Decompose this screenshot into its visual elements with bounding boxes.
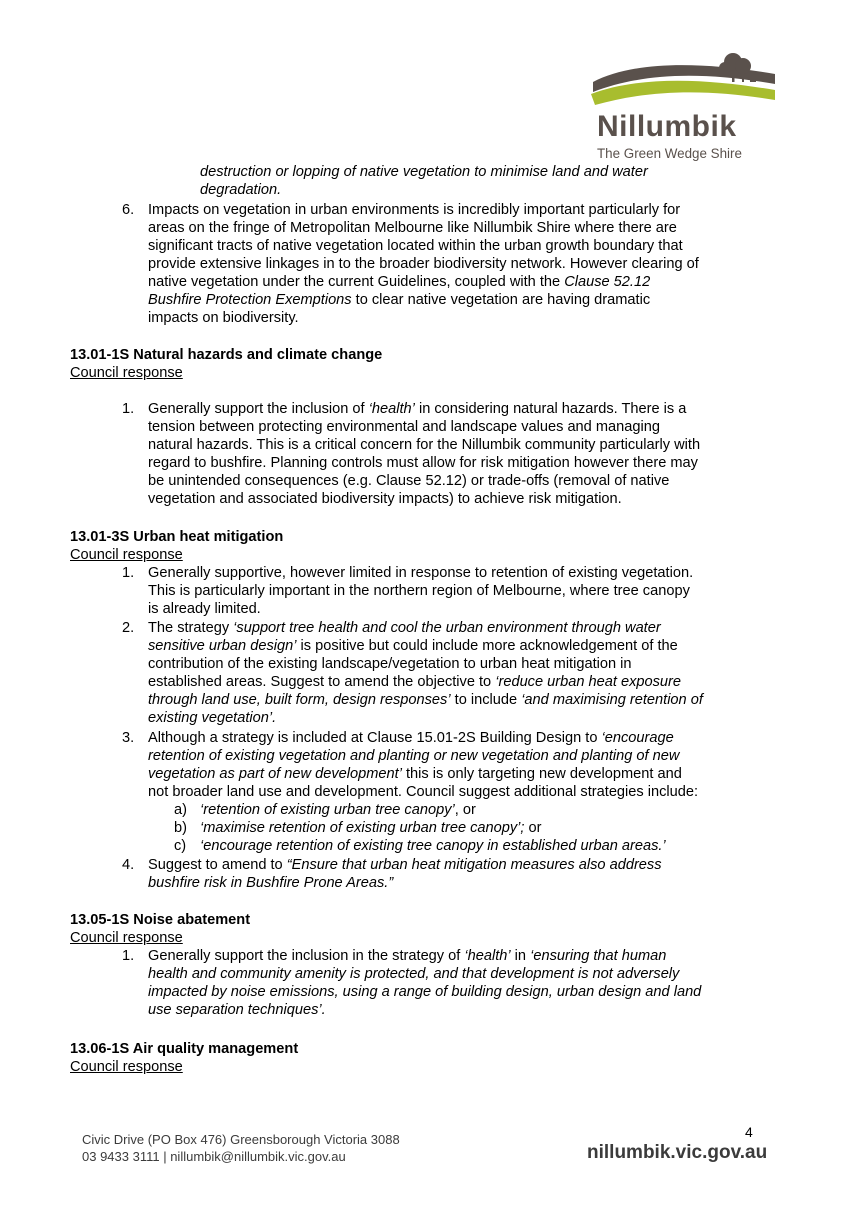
section-heading: 13.06-1S Air quality management <box>70 1041 299 1057</box>
section-heading: 13.01-1S Natural hazards and climate change <box>70 347 383 363</box>
paragraph-line: Generally supportive, however limited in response to retention of existing vegetation. <box>148 565 694 581</box>
paragraph-line: Generally support the inclusion in the strategy of ‘health’ in ‘ensuring that human <box>148 948 667 964</box>
paragraph-line: areas on the fringe of Metropolitan Melbourne like Nillumbik Shire where there are <box>148 220 677 236</box>
list-number: 1. <box>122 401 135 417</box>
paragraph-line: vegetation and associated biodiversity impacts) to achieve risk mitigation. <box>148 491 622 507</box>
paragraph-line: natural hazards. This is a critical concern for the Nillumbik community particularly with <box>148 437 701 453</box>
paragraph-line: Although a strategy is included at Clause 15.01-2S Building Design to ‘encourage <box>148 730 674 746</box>
footer-address: Civic Drive (PO Box 476) Greensborough Victoria 3088 <box>82 1132 400 1147</box>
council-response-label: Council response <box>70 547 183 563</box>
logo-name: Nillumbik <box>597 110 737 143</box>
sub-list-item: ‘retention of existing urban tree canopy’, or <box>200 802 476 818</box>
sub-list-marker: b) <box>174 820 187 836</box>
paragraph-line: health and community amenity is protected, and that development is not adversely <box>148 966 680 982</box>
paragraph-line: Bushfire Protection Exemptions to clear native vegetation are having dramatic <box>148 292 651 308</box>
list-number: 1. <box>122 565 135 581</box>
paragraph-line: vegetation as part of new development’ this is only targeting new development and <box>148 766 682 782</box>
section-heading: 13.01-3S Urban heat mitigation <box>70 529 284 545</box>
paragraph-line: Suggest to amend to “Ensure that urban heat mitigation measures also address <box>148 857 662 873</box>
council-response-label: Council response <box>70 1059 183 1075</box>
paragraph-line: impacted by noise emissions, using a range of building design, urban design and land <box>148 984 702 1000</box>
page-number: 4 <box>745 1124 753 1140</box>
paragraph-line: Impacts on vegetation in urban environments is incredibly important particularly for <box>148 202 681 218</box>
section-heading: 13.05-1S Noise abatement <box>70 912 251 928</box>
paragraph-line: native vegetation under the current Guidelines, coupled with the Clause 52.12 <box>148 274 651 290</box>
paragraph-line: retention of existing vegetation and planting or new vegetation and planting of new <box>148 748 680 764</box>
paragraph-line: regard to bushfire. Planning controls must allow for risk mitigation however there may <box>148 455 698 471</box>
paragraph-line: The strategy ‘support tree health and cool the urban environment through water <box>148 620 661 636</box>
paragraph-line: through land use, built form, design responses’ to include ‘and maximising retention of <box>148 692 703 708</box>
logo-tagline: The Green Wedge Shire <box>597 146 742 161</box>
list-number: 6. <box>122 202 135 218</box>
list-number: 3. <box>122 730 135 746</box>
continued-text: degradation. <box>200 182 282 198</box>
paragraph-line: is already limited. <box>148 601 261 617</box>
footer-contact: 03 9433 3111 | nillumbik@nillumbik.vic.gov.au <box>82 1149 346 1164</box>
council-response-label: Council response <box>70 365 183 381</box>
list-number: 1. <box>122 948 135 964</box>
paragraph-line: be unintended consequences (e.g. Clause 52.12) or trade-offs (removal of native <box>148 473 670 489</box>
paragraph-line: established areas. Suggest to amend the objective to ‘reduce urban heat exposure <box>148 674 682 690</box>
paragraph-line: This is particularly important in the northern region of Melbourne, where tree canopy <box>148 583 690 599</box>
logo-emblem-icon <box>585 50 780 110</box>
sub-list-item: ‘encourage retention of existing tree canopy in established urban areas.’ <box>200 838 666 854</box>
paragraph-line: impacts on biodiversity. <box>148 310 299 326</box>
list-number: 2. <box>122 620 135 636</box>
nillumbik-logo <box>585 50 780 165</box>
council-response-label: Council response <box>70 930 183 946</box>
paragraph-line: provide extensive linkages in to the broader biodiversity network. However clearing of <box>148 256 699 272</box>
paragraph-line: tension between protecting environmental and landscape values and managing <box>148 419 660 435</box>
sub-list-item: ‘maximise retention of existing urban tree canopy’; or <box>200 820 542 836</box>
paragraph-line: not broader land use and development. Council suggest additional strategies include: <box>148 784 699 800</box>
list-number: 4. <box>122 857 135 873</box>
paragraph-line: Generally support the inclusion of ‘health’ in considering natural hazards. There is a <box>148 401 687 417</box>
paragraph-line: use separation techniques’. <box>148 1002 326 1018</box>
paragraph-line: significant tracts of native vegetation located within the urban growth boundary that <box>148 238 683 254</box>
paragraph-line: existing vegetation’. <box>148 710 277 726</box>
sub-list-marker: c) <box>174 838 187 854</box>
paragraph-line: bushfire risk in Bushfire Prone Areas.” <box>148 875 394 891</box>
sub-list-marker: a) <box>174 802 187 818</box>
paragraph-line: contribution of the existing landscape/vegetation to urban heat mitigation in <box>148 656 632 672</box>
footer-website: nillumbik.vic.gov.au <box>587 1142 768 1163</box>
paragraph-line: sensitive urban design’ is positive but could include more acknowledgement of the <box>148 638 678 654</box>
continued-text: destruction or lopping of native vegetation to minimise land and water <box>200 164 648 180</box>
